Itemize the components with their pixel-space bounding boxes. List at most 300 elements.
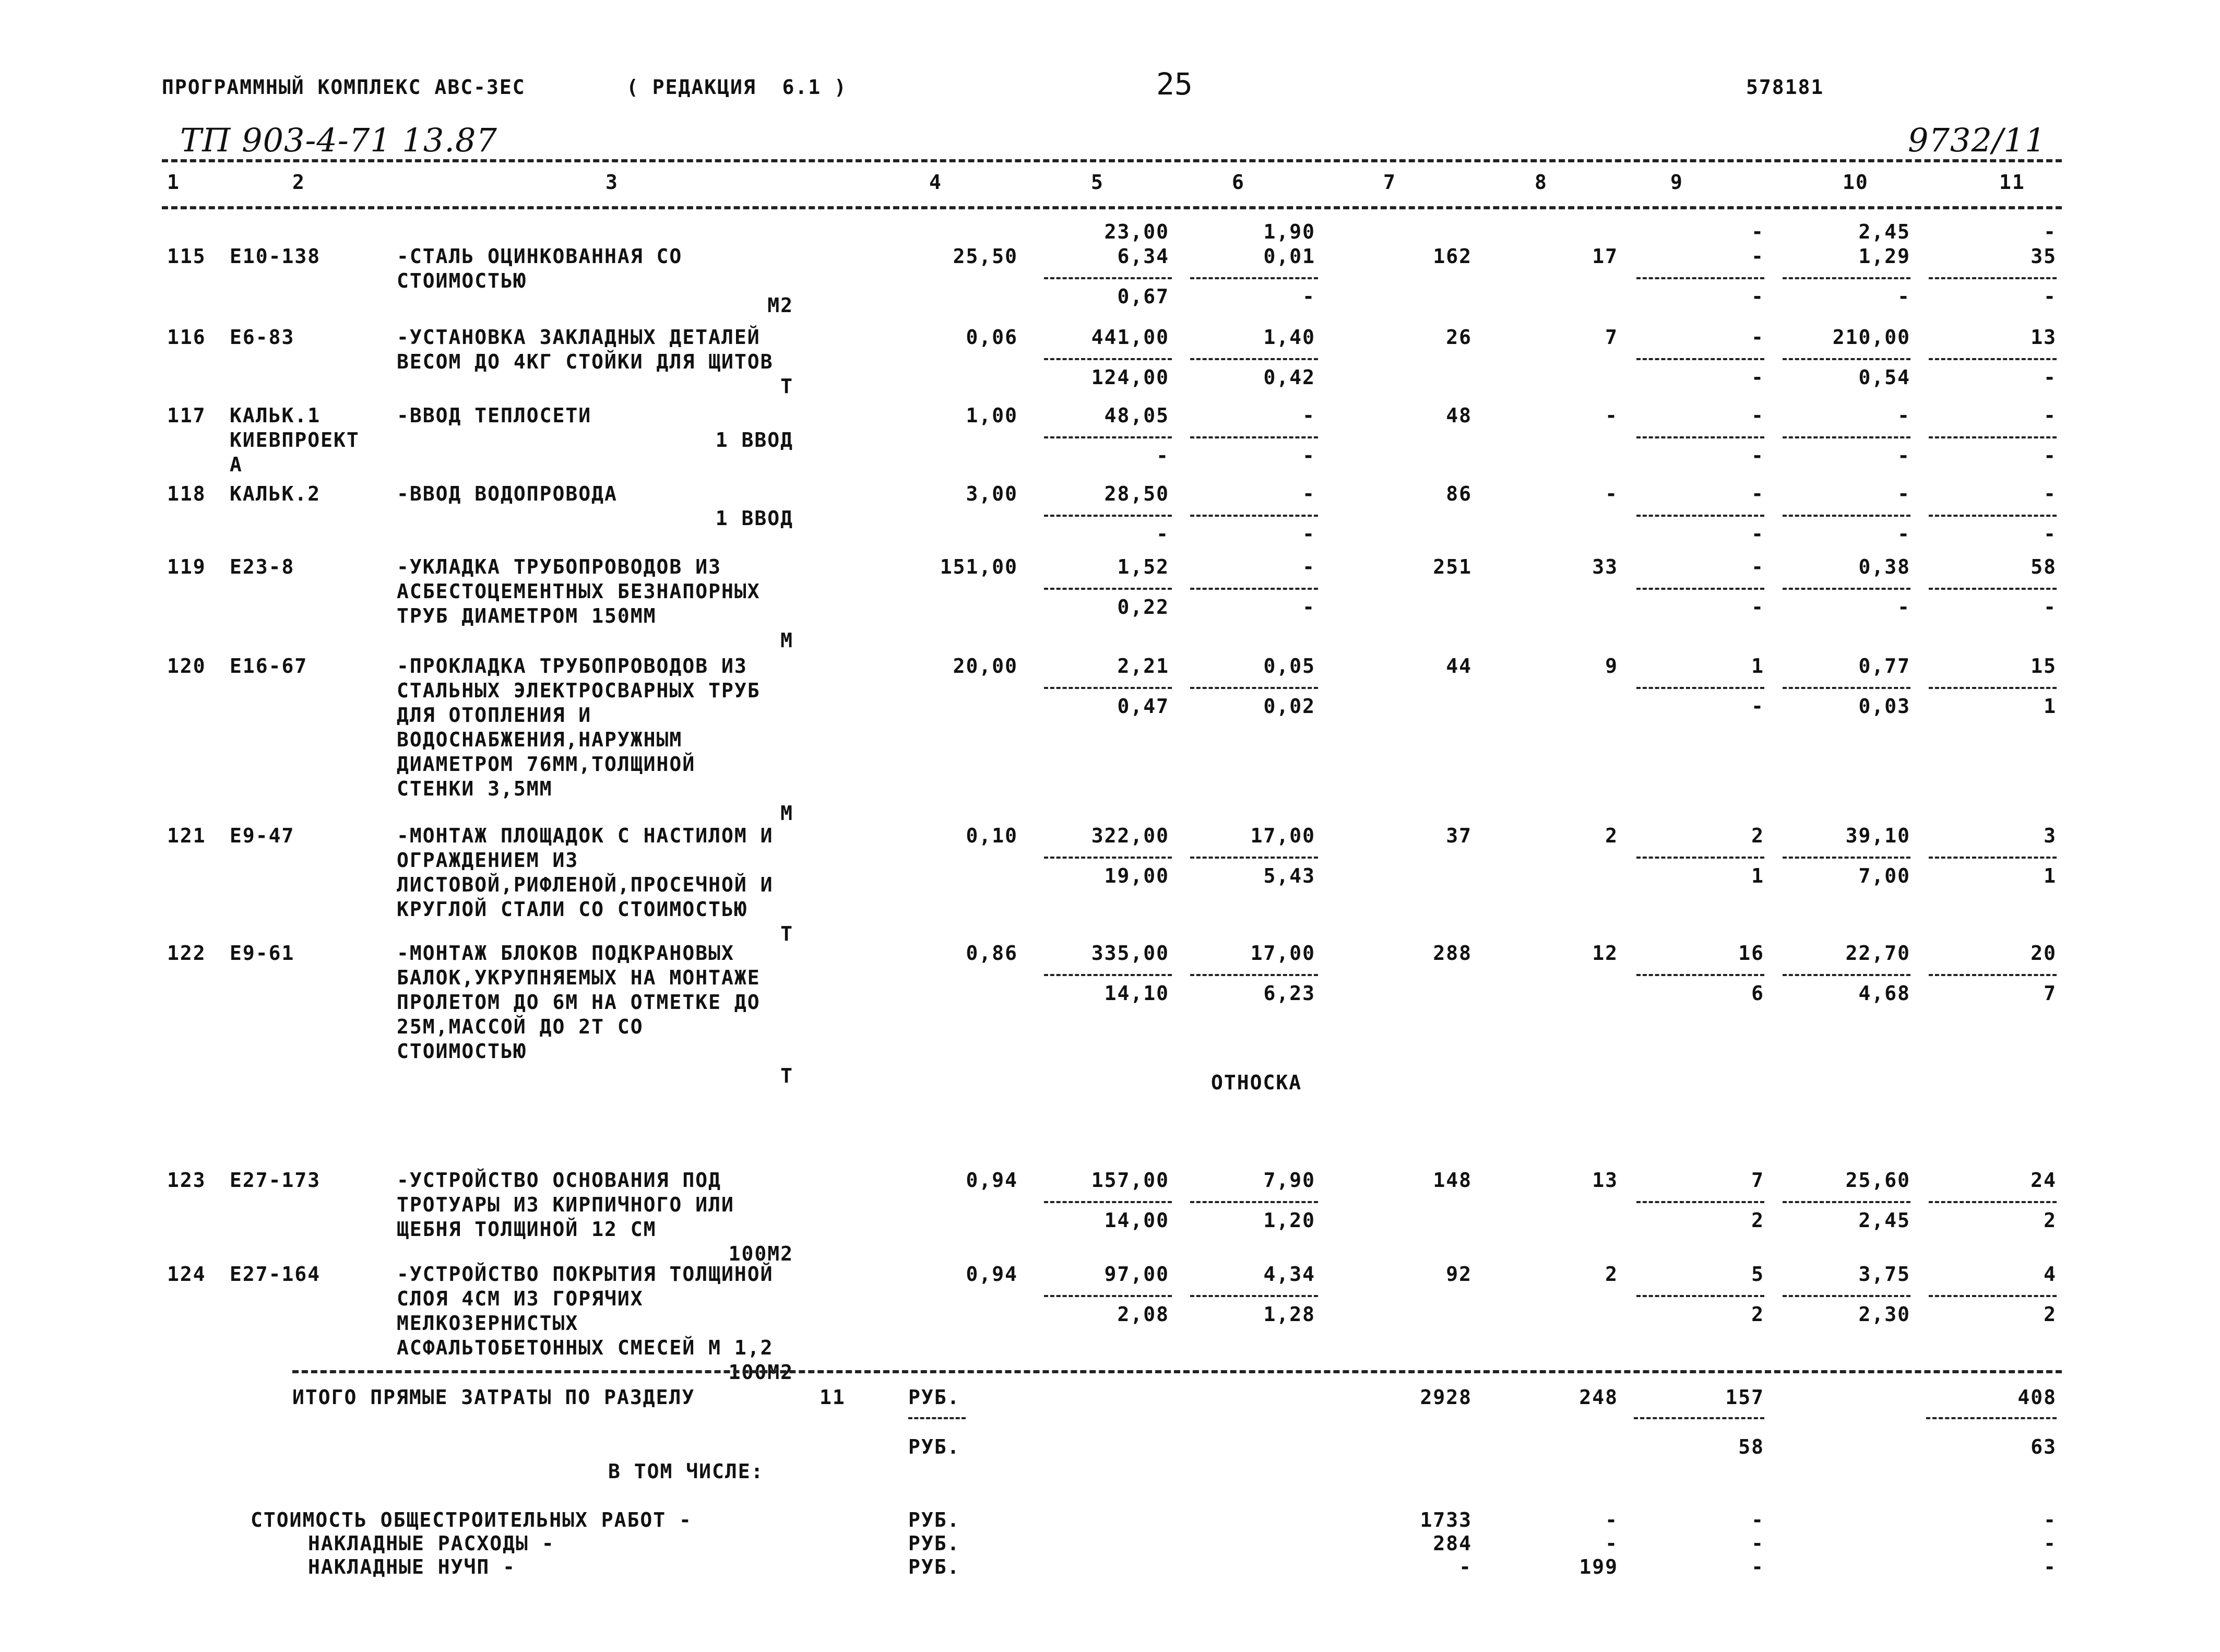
row-col6-dash: [1190, 687, 1318, 689]
row-c9-dash: [1636, 358, 1764, 360]
row-col7: 251: [1433, 555, 1472, 578]
column-number: 4: [929, 171, 942, 194]
row-col5-bottom: 2,08: [1117, 1303, 1169, 1326]
row-quantity: 0,06: [966, 326, 1018, 349]
row-quantity: 151,00: [940, 555, 1018, 578]
row-description-line: -ВВОД ВОДОПРОВОДА: [397, 482, 618, 505]
column-number: 6: [1232, 171, 1245, 194]
row-c11: 20: [2031, 942, 2057, 965]
row-quantity: 3,00: [966, 482, 1018, 505]
row-col5-bottom: 0,47: [1117, 695, 1169, 718]
row-col5: 2,21: [1117, 655, 1169, 678]
row-unit: 1 ВВОД: [715, 507, 793, 530]
row-c11: 24: [2031, 1169, 2057, 1192]
row-c10-dash: [1783, 277, 1910, 279]
row-col5-dash: [1044, 277, 1172, 279]
row-c10-top: 2,45: [1858, 220, 1910, 243]
row-c11-top: -: [2044, 220, 2057, 243]
row-col6-bottom: 0,42: [1263, 366, 1315, 389]
totals-label: ИТОГО ПРЯМЫЕ ЗАТРАТЫ ПО РАЗДЕЛУ: [292, 1386, 695, 1409]
row-col5-bottom: -: [1156, 444, 1169, 467]
handwritten-project-code: ТП 903-4-71 13.87: [180, 121, 497, 159]
row-col6-bottom: 6,23: [1263, 982, 1315, 1005]
row-c9: -: [1751, 404, 1764, 427]
row-col5-dash: [1044, 1295, 1172, 1297]
row-col5-dash: [1044, 1201, 1172, 1203]
row-description-line: СТЕНКИ 3,5ММ: [397, 777, 553, 800]
row-c10-dash: [1783, 687, 1910, 689]
row-c9-bottom: -: [1751, 444, 1764, 467]
row-code-line2: КИЕВПРОЕКТ: [230, 429, 360, 451]
row-col8: 9: [1605, 655, 1618, 678]
row-col6-bottom: 1,28: [1263, 1303, 1315, 1326]
row-quantity: 25,50: [953, 245, 1018, 268]
row-c10: -: [1897, 404, 1910, 427]
summary-currency: РУБ.: [908, 1508, 960, 1531]
totals-col11-dash: [1926, 1417, 2057, 1419]
summary-col11: -: [2044, 1555, 2057, 1578]
row-description-line: -УСТРОЙСТВО ПОКРЫТИЯ ТОЛЩИНОЙ: [397, 1263, 774, 1286]
row-description-line: 25М,МАССОЙ ДО 2Т СО: [397, 1015, 644, 1038]
column-number: 8: [1535, 171, 1548, 194]
row-code: Е9-61: [230, 942, 295, 965]
summary-col11: -: [2044, 1532, 2057, 1555]
row-col7: 86: [1446, 482, 1472, 505]
column-number: 2: [292, 171, 305, 194]
row-col8: 13: [1592, 1169, 1618, 1192]
row-number: 124: [167, 1263, 206, 1286]
row-col6-dash: [1190, 515, 1318, 517]
row-unit: 100М2: [728, 1361, 793, 1384]
summary-col7: 1733: [1420, 1508, 1472, 1531]
row-col5-bottom: 0,22: [1117, 596, 1169, 619]
row-col6-dash: [1190, 277, 1318, 279]
row-c11-bottom: 1: [2044, 864, 2057, 887]
row-col6-top: 1,90: [1263, 220, 1315, 243]
row-col6-dash: [1190, 588, 1318, 590]
row-col5-dash: [1044, 358, 1172, 360]
row-c9-bottom: -: [1751, 596, 1764, 619]
row-unit: Т: [780, 375, 793, 398]
row-number: 115: [167, 245, 206, 268]
row-col5-dash: [1044, 515, 1172, 517]
totals-currency: РУБ.: [908, 1386, 960, 1409]
row-c11-dash: [1929, 974, 2057, 976]
row-col6: 4,34: [1263, 1263, 1315, 1286]
row-c10-bottom: 0,54: [1858, 366, 1910, 389]
row-c11-dash: [1929, 857, 2057, 859]
row-description-line: ЛИСТОВОЙ,РИФЛЕНОЙ,ПРОСЕЧНОЙ И: [397, 873, 774, 896]
row-c9-dash: [1636, 436, 1764, 438]
summary-col9: -: [1751, 1532, 1764, 1555]
row-c10-bottom: 0,03: [1858, 695, 1910, 718]
row-col6: 7,90: [1263, 1169, 1315, 1192]
row-col5-dash: [1044, 687, 1172, 689]
row-col8: 7: [1605, 326, 1618, 349]
row-col6-dash: [1190, 1201, 1318, 1203]
row-col6: 17,00: [1250, 824, 1315, 847]
row-col5-bottom: 19,00: [1104, 864, 1169, 887]
row-c11: 35: [2031, 245, 2057, 268]
row-c11-bottom: -: [2044, 522, 2057, 545]
column-number: 11: [1999, 171, 2025, 194]
row-quantity: 0,10: [966, 824, 1018, 847]
row-c10-dash: [1783, 857, 1910, 859]
row-c9-bottom: 2: [1751, 1303, 1764, 1326]
row-col6-bottom: 0,02: [1263, 695, 1315, 718]
column-number: 3: [606, 171, 619, 194]
row-col5-bottom: -: [1156, 522, 1169, 545]
row-description-line: -МОНТАЖ БЛОКОВ ПОДКРАНОВЫХ: [397, 942, 734, 965]
summary-col7: 284: [1433, 1532, 1472, 1555]
row-col5-bottom: 124,00: [1091, 366, 1169, 389]
row-code: Е27-164: [230, 1263, 321, 1286]
row-col6: 0,05: [1263, 655, 1315, 678]
row-c11: 15: [2031, 655, 2057, 678]
row-c10-bottom: 2,30: [1858, 1303, 1910, 1326]
row-col6-bottom: -: [1302, 596, 1315, 619]
including-label: В ТОМ ЧИСЛЕ:: [608, 1460, 764, 1483]
summary-col11: -: [2044, 1508, 2057, 1531]
row-c10: 22,70: [1845, 942, 1910, 965]
row-c10: 39,10: [1845, 824, 1910, 847]
row-c9-dash: [1636, 857, 1764, 859]
row-c11-dash: [1929, 1201, 2057, 1203]
row-description-line: -УКЛАДКА ТРУБОПРОВОДОВ ИЗ: [397, 555, 721, 578]
row-unit: Т: [780, 922, 793, 945]
row-c11-bottom: -: [2044, 285, 2057, 308]
row-col5-bottom: 14,10: [1104, 982, 1169, 1005]
header-divider: [162, 159, 2062, 162]
totals-currency-dash: [908, 1417, 966, 1419]
column-number: 1: [167, 171, 180, 194]
row-col5: 157,00: [1091, 1169, 1169, 1192]
row-c10-dash: [1783, 358, 1910, 360]
row-description-line: ТРУБ ДИАМЕТРОМ 150ММ: [397, 604, 657, 627]
row-c9-dash: [1636, 1201, 1764, 1203]
row-col6-dash: [1190, 436, 1318, 438]
handwritten-sheet-code: 9732/11: [1908, 121, 2046, 159]
row-number: 123: [167, 1169, 206, 1192]
row-quantity: 0,94: [966, 1169, 1018, 1192]
row-c10-dash: [1783, 1201, 1910, 1203]
row-c9: 16: [1738, 942, 1764, 965]
row-c9: -: [1751, 482, 1764, 505]
row-c10-bottom: -: [1897, 444, 1910, 467]
row-unit: 100М2: [728, 1242, 793, 1265]
row-c10-dash: [1783, 436, 1910, 438]
summary-label: НАКЛАДНЫЕ НУЧП -: [308, 1555, 516, 1578]
row-col6-bottom: 1,20: [1263, 1209, 1315, 1232]
row-col6-dash: [1190, 974, 1318, 976]
row-col5: 1,52: [1117, 555, 1169, 578]
program-title: ПРОГРАММНЫЙ КОМПЛЕКС АВС-ЗЕС: [162, 76, 526, 99]
row-col5-dash: [1044, 588, 1172, 590]
row-c10: -: [1897, 482, 1910, 505]
row-col5: 322,00: [1091, 824, 1169, 847]
row-unit: Т: [780, 1064, 793, 1087]
totals-col11: 408: [2017, 1386, 2057, 1409]
row-number: 120: [167, 655, 206, 678]
row-c11-bottom: -: [2044, 444, 2057, 467]
row-c10: 210,00: [1832, 326, 1910, 349]
row-col8: -: [1605, 482, 1618, 505]
row-col5: 48,05: [1104, 404, 1169, 427]
row-col7: 92: [1446, 1263, 1472, 1286]
row-c11-dash: [1929, 277, 2057, 279]
row-c11-dash: [1929, 687, 2057, 689]
row-c11-bottom: 2: [2044, 1303, 2057, 1326]
row-c9: 7: [1751, 1169, 1764, 1192]
row-col7: 288: [1433, 942, 1472, 965]
row-description-line: -ВВОД ТЕПЛОСЕТИ: [397, 404, 592, 427]
row-c9-bottom: 2: [1751, 1209, 1764, 1232]
row-c9-dash: [1636, 588, 1764, 590]
row-description-line: БАЛОК,УКРУПНЯЕМЫХ НА МОНТАЖЕ: [397, 966, 761, 989]
row-quantity: 1,00: [966, 404, 1018, 427]
row-code: КАЛЬК.1: [230, 404, 321, 427]
row-description-line: -ПРОКЛАДКА ТРУБОПРОВОДОВ ИЗ: [397, 655, 747, 678]
doc-code: 578181: [1746, 76, 1824, 99]
row-c10: 0,77: [1858, 655, 1910, 678]
row-unit: 1 ВВОД: [715, 429, 793, 451]
row-c9-dash: [1636, 974, 1764, 976]
row-quantity: 0,94: [966, 1263, 1018, 1286]
row-description-line: МЕЛКОЗЕРНИСТЫХ: [397, 1312, 579, 1335]
edition-label: ( РЕДАКЦИЯ 6.1 ): [626, 76, 847, 99]
row-c9-bottom: -: [1751, 285, 1764, 308]
totals-currency-2: РУБ.: [908, 1435, 960, 1458]
row-c9-bottom: -: [1751, 695, 1764, 718]
column-number: 9: [1670, 171, 1683, 194]
row-col5: 28,50: [1104, 482, 1169, 505]
row-number: 119: [167, 555, 206, 578]
row-c11-bottom: -: [2044, 366, 2057, 389]
row-col7: 37: [1446, 824, 1472, 847]
row-col5: 441,00: [1091, 326, 1169, 349]
row-col8: 17: [1592, 245, 1618, 268]
row-description-line: СЛОЯ 4СМ ИЗ ГОРЯЧИХ: [397, 1287, 644, 1310]
row-col7: 148: [1433, 1169, 1472, 1192]
row-c11-bottom: 2: [2044, 1209, 2057, 1232]
row-c10: 1,29: [1858, 245, 1910, 268]
row-c9: 2: [1751, 824, 1764, 847]
summary-currency: РУБ.: [908, 1532, 960, 1555]
row-col7: 48: [1446, 404, 1472, 427]
row-c9: -: [1751, 555, 1764, 578]
row-col7: 162: [1433, 245, 1472, 268]
row-description-line: АСБЕСТОЦЕМЕНТНЫХ БЕЗНАПОРНЫХ: [397, 580, 761, 603]
row-c10: 25,60: [1845, 1169, 1910, 1192]
row-col7: 44: [1446, 655, 1472, 678]
row-c9-top: -: [1751, 220, 1764, 243]
row-col5: 97,00: [1104, 1263, 1169, 1286]
totals-col11-2: 63: [2031, 1435, 2057, 1458]
row-unit: М2: [767, 294, 793, 317]
totals-col9-2: 58: [1738, 1435, 1764, 1458]
row-code: КАЛЬК.2: [230, 482, 321, 505]
row-description-line: КРУГЛОЙ СТАЛИ СО СТОИМОСТЬЮ: [397, 898, 747, 921]
totals-col9-dash: [1634, 1417, 1764, 1419]
row-col6-bottom: -: [1302, 285, 1315, 308]
row-description-line: -СТАЛЬ ОЦИНКОВАННАЯ СО: [397, 245, 683, 268]
row-description-line: ПРОЛЕТОМ ДО 6М НА ОТМЕТКЕ ДО: [397, 991, 761, 1014]
row-description-line: ТРОТУАРЫ ИЗ КИРПИЧНОГО ИЛИ: [397, 1193, 734, 1216]
row-c11-bottom: -: [2044, 596, 2057, 619]
row-c10-dash: [1783, 515, 1910, 517]
row-c10-dash: [1783, 588, 1910, 590]
row-col6: 17,00: [1250, 942, 1315, 965]
row-c9-dash: [1636, 515, 1764, 517]
page-number: 25: [1156, 66, 1193, 102]
row-code: Е6-83: [230, 326, 295, 349]
row-c9: 1: [1751, 655, 1764, 678]
row-col6: -: [1302, 482, 1315, 505]
row-description-line: ОГРАЖДЕНИЕМ ИЗ: [397, 849, 579, 872]
row-description-line: ЩЕБНЯ ТОЛЩИНОЙ 12 СМ: [397, 1218, 657, 1241]
row-code: Е10-138: [230, 245, 321, 268]
row-c9-dash: [1636, 277, 1764, 279]
row-col8: 2: [1605, 1263, 1618, 1286]
row-c10-bottom: -: [1897, 522, 1910, 545]
row-number: 117: [167, 404, 206, 427]
row-unit: М: [780, 629, 793, 652]
row-number: 118: [167, 482, 206, 505]
totals-col7: 2928: [1420, 1386, 1472, 1409]
row-col5-bottom: 14,00: [1104, 1209, 1169, 1232]
row-description-line: АСФАЛЬТОБЕТОННЫХ СМЕСЕЙ М 1,2: [397, 1336, 774, 1359]
row-c9: -: [1751, 245, 1764, 268]
row-description-line: -МОНТАЖ ПЛОЩАДОК С НАСТИЛОМ И: [397, 824, 774, 847]
row-col5-dash: [1044, 436, 1172, 438]
summary-col8: 199: [1579, 1555, 1618, 1578]
row-c10: 0,38: [1858, 555, 1910, 578]
row-col6-dash: [1190, 1295, 1318, 1297]
row-c11: 13: [2031, 326, 2057, 349]
summary-col8: -: [1605, 1508, 1618, 1531]
row-quantity: 20,00: [953, 655, 1018, 678]
summary-col9: -: [1751, 1508, 1764, 1531]
row-number: 122: [167, 942, 206, 965]
row-c10-bottom: 2,45: [1858, 1209, 1910, 1232]
row-code: Е16-67: [230, 655, 308, 678]
row-c10-dash: [1783, 974, 1910, 976]
summary-col8: -: [1605, 1532, 1618, 1555]
row-c9: 5: [1751, 1263, 1764, 1286]
row-col8: 12: [1592, 942, 1618, 965]
totals-col8: 248: [1579, 1386, 1618, 1409]
row-quantity: 0,86: [966, 942, 1018, 965]
row-c11-dash: [1929, 436, 2057, 438]
row-description-line: -УСТРОЙСТВО ОСНОВАНИЯ ПОД: [397, 1169, 721, 1192]
row-col8: 33: [1592, 555, 1618, 578]
totals-divider: [292, 1370, 2062, 1373]
row-col8: 2: [1605, 824, 1618, 847]
row-c11-bottom: 7: [2044, 982, 2057, 1005]
summary-label: СТОИМОСТЬ ОБЩЕСТРОИТЕЛЬНЫХ РАБОТ -: [251, 1508, 692, 1531]
row-col6: 1,40: [1263, 326, 1315, 349]
summary-col7: -: [1459, 1555, 1472, 1578]
row-c11-dash: [1929, 1295, 2057, 1297]
row-c9-bottom: -: [1751, 522, 1764, 545]
row-col5-dash: [1044, 857, 1172, 859]
row-col6: 0,01: [1263, 245, 1315, 268]
totals-col9: 157: [1725, 1386, 1764, 1409]
row-c10: 3,75: [1858, 1263, 1910, 1286]
row-description-line: ДИАМЕТРОМ 76ММ,ТОЛЩИНОЙ: [397, 753, 696, 776]
row-description-line: ВОДОСНАБЖЕНИЯ,НАРУЖНЫМ: [397, 728, 683, 751]
row-c11: 4: [2044, 1263, 2057, 1286]
row-c9-dash: [1636, 1295, 1764, 1297]
row-c10-dash: [1783, 1295, 1910, 1297]
row-col6-dash: [1190, 358, 1318, 360]
row-c11: -: [2044, 482, 2057, 505]
row-col6-dash: [1190, 857, 1318, 859]
row-col7: 26: [1446, 326, 1472, 349]
row-unit: М: [780, 802, 793, 825]
row-col6: -: [1302, 555, 1315, 578]
otnoska-label: ОТНОСКА: [1211, 1071, 1302, 1094]
column-number: 5: [1091, 171, 1104, 194]
row-c9-dash: [1636, 687, 1764, 689]
summary-col9: -: [1751, 1555, 1764, 1578]
row-description-line: -УСТАНОВКА ЗАКЛАДНЫХ ДЕТАЛЕЙ: [397, 326, 761, 349]
row-description-line: СТАЛЬНЫХ ЭЛЕКТРОСВАРНЫХ ТРУБ: [397, 679, 761, 702]
row-c9-bottom: 6: [1751, 982, 1764, 1005]
row-c11-bottom: 1: [2044, 695, 2057, 718]
row-number: 116: [167, 326, 206, 349]
row-c10-bottom: -: [1897, 285, 1910, 308]
row-col6-bottom: -: [1302, 522, 1315, 545]
row-col5-top: 23,00: [1104, 220, 1169, 243]
row-col6-bottom: -: [1302, 444, 1315, 467]
row-code: Е9-47: [230, 824, 295, 847]
column-number: 7: [1383, 171, 1396, 194]
row-code: Е27-173: [230, 1169, 321, 1192]
column-divider: [162, 206, 2062, 209]
row-c9: -: [1751, 326, 1764, 349]
row-col5-dash: [1044, 974, 1172, 976]
row-number: 121: [167, 824, 206, 847]
row-c11: 3: [2044, 824, 2057, 847]
totals-section: 11: [820, 1386, 846, 1409]
summary-label: НАКЛАДНЫЕ РАСХОДЫ -: [308, 1532, 555, 1555]
row-description-line: СТОИМОСТЬЮ: [397, 269, 527, 292]
row-c11-dash: [1929, 515, 2057, 517]
summary-currency: РУБ.: [908, 1555, 960, 1578]
row-c11: 58: [2031, 555, 2057, 578]
row-col5: 335,00: [1091, 942, 1169, 965]
row-c10-bottom: 7,00: [1858, 864, 1910, 887]
row-col6-bottom: 5,43: [1263, 864, 1315, 887]
row-c10-bottom: 4,68: [1858, 982, 1910, 1005]
row-description-line: ВЕСОМ ДО 4КГ СТОЙКИ ДЛЯ ЩИТОВ: [397, 350, 774, 373]
row-description-line: ДЛЯ ОТОПЛЕНИЯ И: [397, 704, 592, 727]
row-c10-bottom: -: [1897, 596, 1910, 619]
row-c9-bottom: -: [1751, 366, 1764, 389]
row-col6: -: [1302, 404, 1315, 427]
column-number: 10: [1843, 171, 1869, 194]
row-col5-bottom: 0,67: [1117, 285, 1169, 308]
row-c9-bottom: 1: [1751, 864, 1764, 887]
row-col8: -: [1605, 404, 1618, 427]
row-c11: -: [2044, 404, 2057, 427]
row-description-line: СТОИМОСТЬЮ: [397, 1040, 527, 1063]
row-c11-dash: [1929, 358, 2057, 360]
row-code: Е23-8: [230, 555, 295, 578]
row-code-line3: А: [230, 453, 243, 476]
row-c11-dash: [1929, 588, 2057, 590]
